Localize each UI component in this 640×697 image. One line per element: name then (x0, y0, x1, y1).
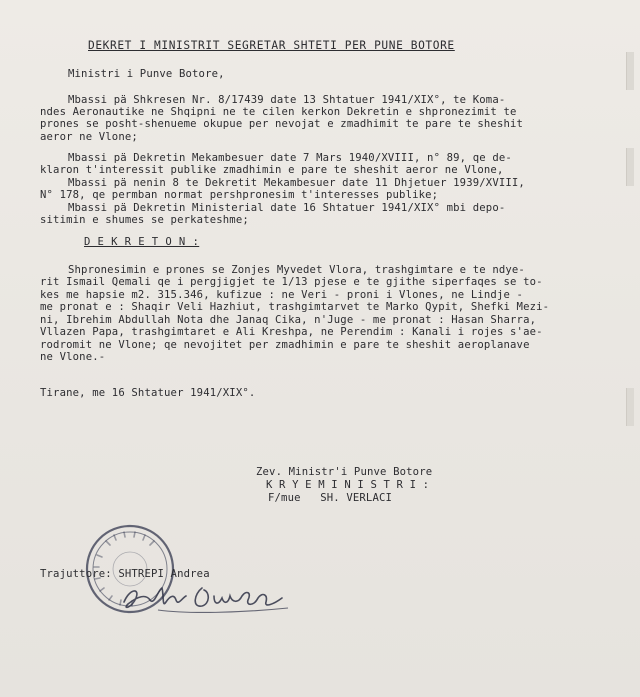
decree-line: rodromit ne Vlone; qe nevojitet per zmadhimin e pare te sheshit aeroplanave (40, 339, 530, 351)
decree-line: kes me hapsie m2. 315.346, kufizue : ne Veri - proni i Vlones, ne Lindje - (40, 289, 524, 301)
handwritten-signature (118, 580, 298, 618)
salutation: Ministri i Punve Botore, (68, 68, 225, 80)
decree-line: ne Vlone.- (40, 351, 106, 363)
signatory-role: K R Y E M I N I S T R I : (266, 479, 430, 491)
decree-line: Shpronesimin e prones se Zonjes Myvedet Vlora, trashgimtare e te ndye- (68, 264, 525, 276)
body-line: Mbassi pä Shkresen Nr. 8/17439 date 13 Shtatuer 1941/XIX°, te Koma- (68, 94, 506, 106)
translator-line: Trajuttore: SHTREPI Andrea (40, 568, 210, 580)
body-line: sitimin e shumes se perkateshme; (40, 214, 249, 226)
body-line: ndes Aeronautike ne Shqipni ne te cilen kerkon Dekretin e shpronezimit te (40, 106, 517, 118)
body-line: Mbassi pä Dekretin Ministerial date 16 Shtatuer 1941/XIX° mbi depo- (68, 202, 506, 214)
decree-line: me pronat e : Shaqir Veli Hazhiut, trashgimtarvet te Marko Qypit, Shefki Mezi- (40, 301, 550, 313)
body-line: N° 178, qe permban normat pershpronesim t'interesses publike; (40, 189, 439, 201)
punch-hole-mark (626, 52, 634, 90)
decree-line: ni, Ibrehim Abdullah Nota dhe Janaq Cika, n'Juge - me pronat : Hasan Sharra, (40, 314, 537, 326)
decree-line: rit Ismail Qemali qe i pergjigjet te 1/13 pjese e te gjithe siperfaqes se to- (40, 276, 543, 288)
body-line: Mbassi pä Dekretin Mekambesuer date 7 Mars 1940/XVIII, n° 89, qe de- (68, 152, 512, 164)
signatory-name: F/mue SH. VERLACI (268, 492, 393, 504)
body-line: prones se posht-shenueme okupue per nevojat e zmadhimit te pare te sheshit (40, 118, 524, 130)
dekreton-heading: D E K R E T O N : (84, 236, 200, 248)
signatory-title: Zev. Ministr'i Punve Botore (256, 466, 433, 478)
body-line: klaron t'interessit publike zmadhimin e pare te sheshit aeror ne Vlone, (40, 164, 504, 176)
body-line: Mbassi pä nenin 8 te Dekretit Mekambesuer date 11 Dhjetuer 1939/XVIII, (68, 177, 525, 189)
date-line: Tirane, me 16 Shtatuer 1941/XIX°. (40, 387, 256, 399)
body-line: aeror ne Vlone; (40, 131, 138, 143)
punch-hole-mark (626, 388, 634, 426)
punch-hole-mark (626, 148, 634, 186)
document-title: DEKRET I MINISTRIT SEGRETAR SHTETI PER PUNE BOTORE (88, 39, 455, 52)
decree-line: Vllazen Papa, trashgimtaret e Ali Kreshpa, ne Perendim : Kanali i rojes s'ae- (40, 326, 543, 338)
